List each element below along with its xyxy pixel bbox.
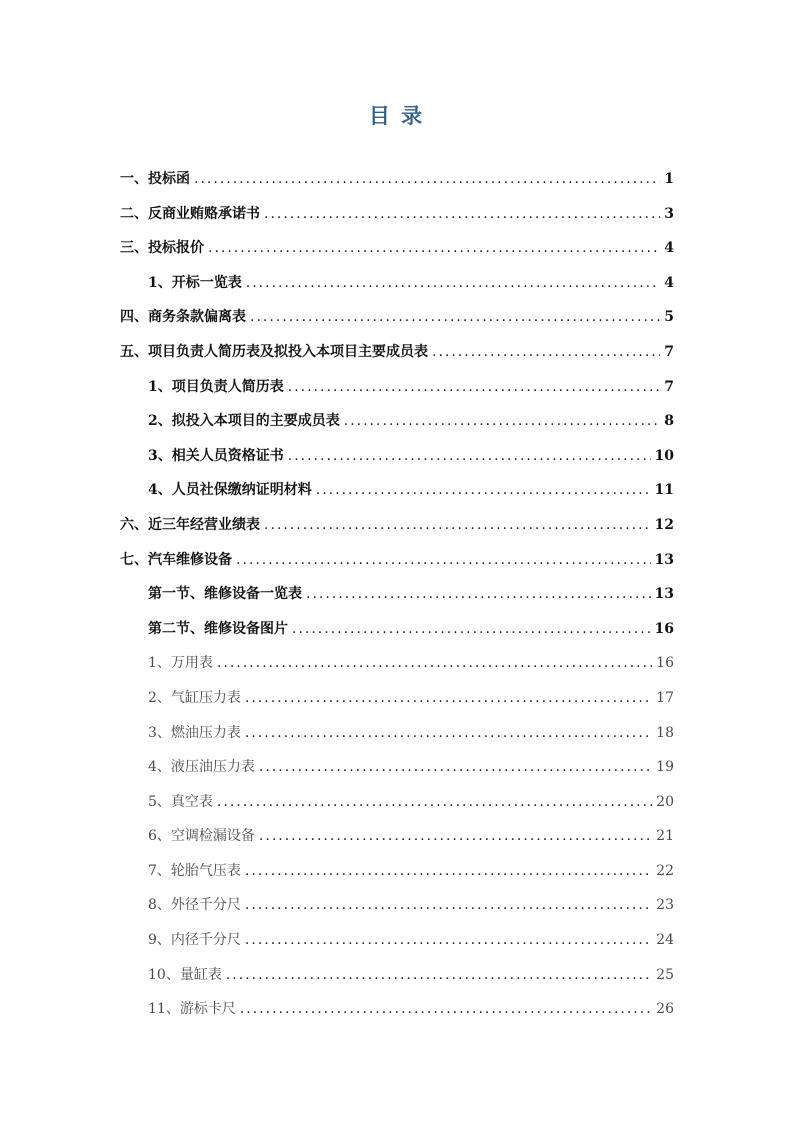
toc-dot-leader <box>264 517 651 533</box>
toc-dot-leader <box>240 1001 652 1017</box>
toc-entry-label: 7、轮胎气压表 <box>148 862 241 879</box>
toc-entry-page-number: 10 <box>654 447 674 464</box>
toc-entry[interactable] <box>120 860 674 895</box>
toc-entry-label: 4、人员社保缴纳证明材料 <box>148 482 312 499</box>
toc-entry-page-number: 12 <box>654 516 674 533</box>
toc-dot-leader <box>316 482 651 498</box>
toc-entry[interactable] <box>120 341 674 376</box>
toc-entry-label: 1、万用表 <box>148 655 213 672</box>
toc-entry-label: 10、量缸表 <box>148 966 222 983</box>
toc-entry-page-number: 1 <box>664 171 674 187</box>
toc-entry-label: 五、项目负责人简历表及拟投入本项目主要成员表 <box>120 343 428 360</box>
toc-entry-label: 8、外径千分尺 <box>148 897 241 914</box>
toc-entry-label: 第一节、维修设备一览表 <box>148 586 302 603</box>
toc-entry[interactable] <box>120 687 674 722</box>
toc-entry[interactable] <box>120 306 674 341</box>
toc-entry-label: 3、相关人员资格证书 <box>148 447 284 464</box>
toc-dot-leader <box>245 863 652 879</box>
toc-entry-label: 5、真空表 <box>148 793 213 810</box>
toc-dot-leader <box>245 690 652 706</box>
toc-entry[interactable] <box>120 618 674 653</box>
toc-entry[interactable] <box>120 376 674 411</box>
toc-entry[interactable] <box>120 445 674 480</box>
toc-entry-page-number: 20 <box>656 793 674 810</box>
toc-entry-label: 1、项目负责人简历表 <box>148 378 284 395</box>
toc-entry-label: 2、拟投入本项目的主要成员表 <box>148 413 340 430</box>
toc-title: 目 录 <box>368 103 425 128</box>
toc-dot-leader <box>245 897 652 913</box>
toc-entry-label: 2、气缸压力表 <box>148 689 241 706</box>
toc-entry[interactable] <box>120 722 674 757</box>
toc-dot-leader <box>264 206 660 222</box>
toc-entry[interactable] <box>120 894 674 929</box>
toc-dot-leader <box>288 448 651 464</box>
toc-dot-leader <box>208 240 660 256</box>
toc-entry-label: 七、汽车维修设备 <box>120 551 232 568</box>
toc-dot-leader <box>245 725 652 741</box>
toc-entry-label: 二、反商业贿赂承诺书 <box>120 205 260 222</box>
toc-entry-page-number: 4 <box>664 274 674 291</box>
toc-entry[interactable] <box>120 998 674 1033</box>
toc-entry-page-number: 4 <box>664 240 674 257</box>
toc-entry-page-number: 3 <box>664 205 674 222</box>
toc-dot-leader <box>288 379 660 395</box>
toc-entry-page-number: 13 <box>654 586 674 603</box>
toc-entry-label: 3、燃油压力表 <box>148 724 241 741</box>
toc-entry[interactable] <box>120 929 674 964</box>
toc-entry-page-number: 7 <box>664 343 674 360</box>
toc-entry[interactable] <box>120 272 674 307</box>
toc-entry[interactable] <box>120 549 674 584</box>
toc-entry[interactable] <box>120 583 674 618</box>
toc-entry-page-number: 7 <box>664 378 674 395</box>
toc-dot-leader <box>432 344 660 360</box>
toc-entry[interactable] <box>120 168 674 203</box>
toc-entry-page-number: 18 <box>656 724 674 741</box>
toc-dot-leader <box>306 586 651 602</box>
toc-entry[interactable] <box>120 203 674 238</box>
toc-entry[interactable] <box>120 514 674 549</box>
toc-entry-page-number: 21 <box>656 828 674 845</box>
toc-entry-page-number: 8 <box>664 413 674 430</box>
toc-dot-leader <box>246 275 660 291</box>
toc-dot-leader <box>226 967 652 983</box>
toc-dot-leader <box>344 413 660 429</box>
toc-entry[interactable] <box>120 479 674 514</box>
toc-dot-leader <box>259 759 652 775</box>
toc-entry-label: 三、投标报价 <box>120 240 204 257</box>
toc-dot-leader <box>250 309 660 325</box>
toc-entry-label: 四、商务条款偏离表 <box>120 309 246 326</box>
toc-entry-label: 一、投标函 <box>120 171 190 187</box>
toc-entry-page-number: 16 <box>654 620 674 637</box>
toc-entry-page-number: 24 <box>656 932 674 949</box>
toc-entry[interactable] <box>120 756 674 791</box>
toc-entry-label: 1、开标一览表 <box>148 274 242 291</box>
toc-entry[interactable] <box>120 237 674 272</box>
toc-entry[interactable] <box>120 964 674 999</box>
toc-entry-label: 11、游标卡尺 <box>148 1001 236 1018</box>
toc-entry-page-number: 23 <box>656 897 674 914</box>
toc-dot-leader <box>236 552 651 568</box>
toc-entry[interactable] <box>120 791 674 826</box>
toc-dot-leader <box>292 621 651 637</box>
toc-dot-leader <box>217 655 652 671</box>
toc-dot-leader <box>194 171 660 187</box>
toc-entry-page-number: 11 <box>654 482 674 499</box>
toc-entry-page-number: 13 <box>654 551 674 568</box>
toc-dot-leader <box>245 932 652 948</box>
toc-entry-page-number: 19 <box>656 759 674 776</box>
toc-entry-page-number: 25 <box>656 966 674 983</box>
toc-entry[interactable] <box>120 825 674 860</box>
toc-list <box>120 168 674 1033</box>
toc-dot-leader <box>217 794 652 810</box>
toc-entry-page-number: 5 <box>664 309 674 326</box>
toc-entry-label: 4、液压油压力表 <box>148 759 255 776</box>
toc-entry-page-number: 22 <box>656 862 674 879</box>
toc-entry-page-number: 26 <box>656 1001 674 1018</box>
toc-entry-label: 六、近三年经营业绩表 <box>120 516 260 533</box>
toc-entry[interactable] <box>120 410 674 445</box>
toc-entry[interactable] <box>120 652 674 687</box>
toc-entry-label: 9、内径千分尺 <box>148 932 241 949</box>
toc-entry-label: 第二节、维修设备图片 <box>148 620 288 637</box>
toc-dot-leader <box>259 828 652 844</box>
toc-entry-page-number: 17 <box>656 689 674 706</box>
toc-entry-label: 6、空调检漏设备 <box>148 828 255 845</box>
toc-entry-page-number: 16 <box>656 655 674 672</box>
